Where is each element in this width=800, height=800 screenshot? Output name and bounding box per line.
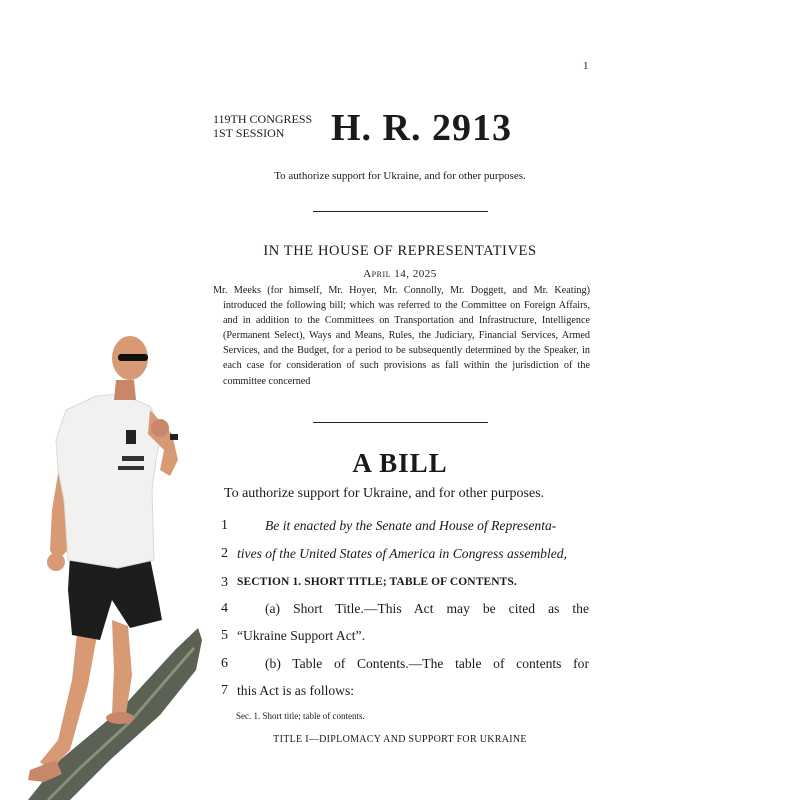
line-number: 2 bbox=[221, 546, 228, 561]
line-number: 5 bbox=[221, 628, 228, 643]
leg-back bbox=[112, 620, 132, 714]
line-number: 7 bbox=[221, 683, 228, 698]
bill-purpose-header-text: To authorize support for Ukraine, and for other purposes. bbox=[274, 170, 526, 182]
congress-label: 119TH CONGRESS bbox=[213, 112, 313, 126]
toc-entry: Sec. 1. Short title; table of contents. bbox=[236, 711, 365, 721]
line-number: 1 bbox=[221, 518, 228, 533]
house-heading-text: IN THE HOUSE OF REPRESENTATIVES bbox=[263, 243, 537, 259]
line-number: 6 bbox=[221, 656, 228, 671]
line-text: “Ukraine Support Act”. bbox=[237, 628, 365, 643]
sunglasses-icon bbox=[118, 354, 148, 361]
line-number: 4 bbox=[221, 601, 228, 616]
introduction-date: April 14, 2025 bbox=[363, 268, 437, 280]
line-text: tives of the United States of America in Congress assembled, bbox=[237, 546, 567, 561]
bill-purpose: To authorize support for Ukraine, and for other purposes. bbox=[224, 486, 545, 501]
line-text: this Act is as follows: bbox=[237, 683, 355, 698]
line-text: Be it enacted by the Senate and House of Representa- bbox=[265, 518, 557, 533]
line-number: 3 bbox=[221, 575, 228, 590]
bill-purpose-header bbox=[0, 170, 800, 182]
line-text: (b) Table of Contents.—The table of contents for bbox=[265, 656, 589, 671]
session-label: 1ST SESSION bbox=[213, 126, 285, 140]
a-bill-heading: A BILL bbox=[352, 448, 448, 478]
bill-number: H. R. 2913 bbox=[331, 107, 512, 149]
congress-session bbox=[213, 112, 312, 140]
house-heading bbox=[0, 243, 800, 260]
surfer-figure-image bbox=[0, 330, 220, 800]
page-number: 1 bbox=[583, 60, 589, 72]
introduction-paragraph: Mr. Meeks (for himself, Mr. Hoyer, Mr. Connolly, Mr. Doggett, and Mr. Keating) introduced the following bill; which was referred to the Committee on Foreign Affairs, and in addition to the Committees on Transportation and Infrastructure, Intelligence (Permanent Select), Ways and Means, Rules, the Judiciary, Financial Services, Armed Services, and the Budget, for a period to be subsequently determined by the Speaker, in each case for consideration of such provisions as fall within the jurisdiction of the committee concerned bbox=[213, 285, 590, 387]
neck bbox=[114, 380, 136, 400]
section-heading: SECTION 1. SHORT TITLE; TABLE OF CONTENTS. bbox=[237, 576, 517, 588]
shirt bbox=[56, 394, 162, 568]
divider-rule bbox=[313, 211, 488, 212]
divider-rule bbox=[313, 422, 488, 423]
toc-title: TITLE I—DIPLOMACY AND SUPPORT FOR UKRAINE bbox=[273, 734, 527, 745]
line-text: (a) Short Title.—This Act may be cited as the bbox=[265, 601, 589, 616]
